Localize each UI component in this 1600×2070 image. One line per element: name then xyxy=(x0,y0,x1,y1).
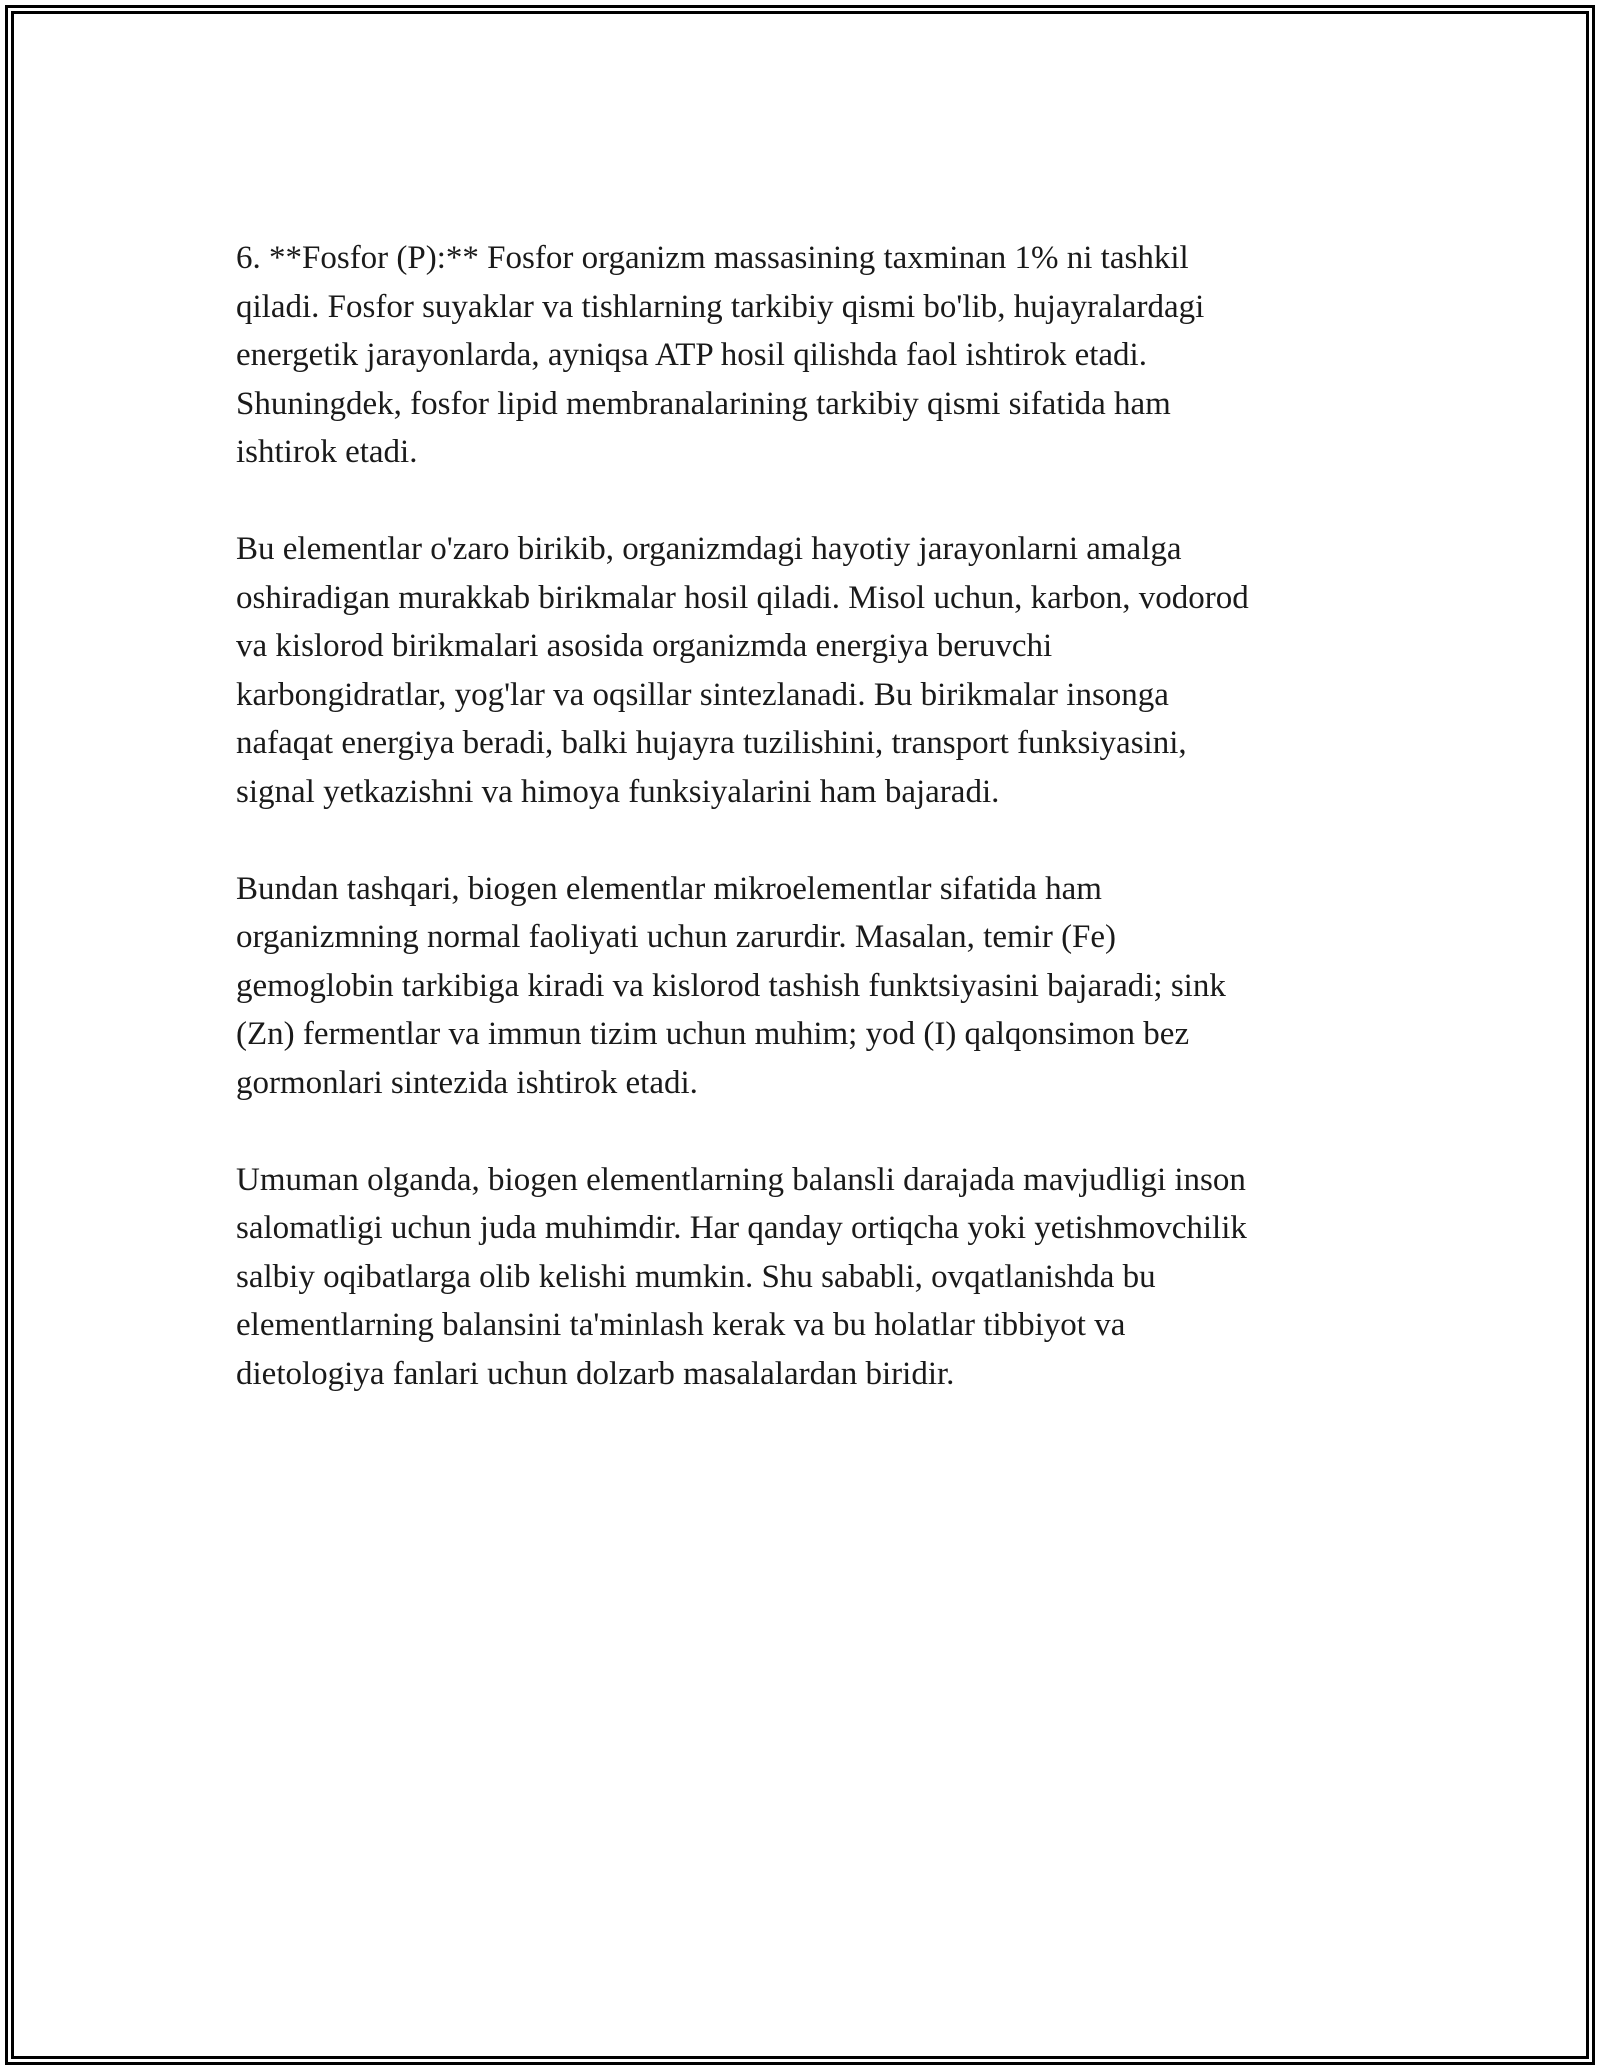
text-line: Bundan tashqari, biogen elementlar mikroelementlar sifatida ham xyxy=(236,870,1102,907)
text-line: va kislorod birikmalari asosida organizmda energiya beruvchi xyxy=(236,628,1053,664)
text-line: (Zn) fermentlar va immun tizim uchun muhim; yod (I) qalqonsimon bez xyxy=(236,1016,1190,1052)
text-line: energetik jarayonlarda, ayniqsa ATP hosil qilishda faol ishtirok etadi. xyxy=(236,337,1147,373)
paragraph-compounds xyxy=(236,525,1396,816)
text-line: salbiy oqibatlarga olib kelishi mumkin. Shu sababli, ovqatlanishda bu xyxy=(236,1258,1156,1295)
text-line: ishtirok etadi. xyxy=(236,434,418,470)
text-line: Umuman olganda, biogen elementlarning balansli darajada mavjudligi inson xyxy=(236,1161,1246,1198)
text-line: signal yetkazishni va himoya funksiyalarini ham bajaradi. xyxy=(236,773,1000,810)
text-line: karbongidratlar, yog'lar va oqsillar sintezlanadi. Bu birikmalar insonga xyxy=(236,676,1169,713)
paragraph-phosphorus xyxy=(236,234,1396,477)
text-line: nafaqat energiya beradi, balki hujayra tuzilishini, transport funksiyasini, xyxy=(236,725,1187,761)
text-line: elementlarning balansini ta'minlash kerak va bu holatlar tibbiyot va xyxy=(236,1307,1126,1343)
text-line: qiladi. Fosfor suyaklar va tishlarning tarkibiy qismi bo'lib, hujayralardagi xyxy=(236,288,1205,325)
text-line: gormonlari sintezida ishtirok etadi. xyxy=(236,1064,698,1101)
document-body xyxy=(236,234,1396,1447)
text-line: Bu elementlar o'zaro birikib, organizmdagi hayotiy jarayonlarni amalga xyxy=(236,531,1182,567)
text-line: oshiradigan murakkab birikmalar hosil qiladi. Misol uchun, karbon, vodorod xyxy=(236,579,1249,616)
text-line: dietologiya fanlari uchun dolzarb masalalardan biridir. xyxy=(236,1355,955,1392)
paragraph-microelements xyxy=(236,865,1396,1108)
text-line: 6. **Fosfor (P):** Fosfor organizm massasining taxminan 1% ni tashkil xyxy=(236,240,1189,276)
paragraph-conclusion xyxy=(236,1156,1396,1399)
text-line: organizmning normal faoliyati uchun zarurdir. Masalan, temir (Fe) xyxy=(236,919,1117,955)
text-line: gemoglobin tarkibiga kiradi va kislorod tashish funktsiyasini bajaradi; sink xyxy=(236,967,1226,1004)
text-line: salomatligi uchun juda muhimdir. Har qanday ortiqcha yoki yetishmovchilik xyxy=(236,1210,1247,1246)
text-line: Shuningdek, fosfor lipid membranalarining tarkibiy qismi sifatida ham xyxy=(236,385,1171,422)
